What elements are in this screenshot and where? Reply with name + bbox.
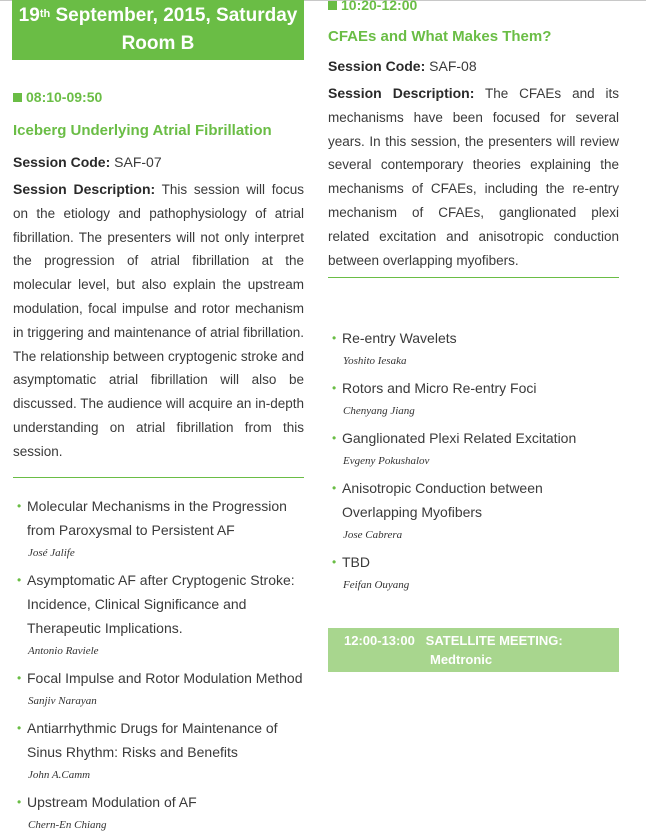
list-item xyxy=(13,494,304,564)
dot-bullet-icon: • xyxy=(17,572,22,587)
session-code-label: Session Code: xyxy=(13,154,111,170)
session-saf-08 xyxy=(328,0,619,600)
talk-speaker: Sanjiv Narayan xyxy=(28,694,97,707)
section-divider xyxy=(328,277,619,278)
talk-title: Molecular Mechanisms in the Progression from Paroxysmal to Persistent AF xyxy=(27,497,287,538)
talk-title: Antiarrhythmic Drugs for Maintenance of Sinus Rhythm: Risks and Benefits xyxy=(27,719,278,760)
dot-bullet-icon: • xyxy=(17,670,22,685)
room-heading: Room B xyxy=(121,33,195,54)
satellite-time: 12:00-13:00 xyxy=(344,633,415,648)
talk-list xyxy=(328,326,619,596)
talk-list xyxy=(13,494,304,836)
dot-bullet-icon: • xyxy=(17,720,22,735)
session-time xyxy=(13,86,304,108)
dot-bullet-icon: • xyxy=(332,381,337,396)
section-divider xyxy=(13,477,304,478)
square-bullet-icon xyxy=(328,1,337,10)
satellite-label: SATELLITE MEETING: xyxy=(425,633,563,648)
talk-speaker: Evgeny Pokushalov xyxy=(343,455,430,468)
list-item xyxy=(328,476,619,546)
session-code xyxy=(13,154,304,176)
list-item xyxy=(328,326,619,372)
dot-bullet-icon: • xyxy=(332,331,337,346)
list-item xyxy=(13,790,304,836)
talk-speaker: Yoshito Iesaka xyxy=(343,355,407,368)
dot-bullet-icon: • xyxy=(17,498,22,513)
session-title: Iceberg Underlying Atrial Fibrillation xyxy=(13,122,272,139)
satellite-sponsor: Medtronic xyxy=(430,652,493,667)
session-time-text: 10:20-12:00 xyxy=(341,0,418,13)
session-time-text: 08:10-09:50 xyxy=(26,89,103,105)
session-code xyxy=(328,58,619,80)
talk-speaker: Chenyang Jiang xyxy=(343,405,415,418)
session-code-value: SAF-07 xyxy=(114,154,162,170)
date-text: September, 2015, Saturday xyxy=(50,5,298,26)
talk-title: Re-entry Wavelets xyxy=(342,330,457,347)
day-number: 19 xyxy=(18,5,40,26)
dot-bullet-icon: • xyxy=(17,794,22,809)
session-code-label: Session Code: xyxy=(328,58,426,74)
talk-speaker: José Jalife xyxy=(28,546,75,559)
talk-title: Asymptomatic AF after Cryptogenic Stroke: Incidence, Clinical Significance and Therapeutic Implications. xyxy=(27,571,295,636)
talk-speaker: John A.Camm xyxy=(28,768,91,781)
session-description-label: Session Description: xyxy=(328,85,475,101)
talk-title: Ganglionated Plexi Related Excitation xyxy=(342,430,577,447)
list-item xyxy=(328,376,619,422)
list-item xyxy=(328,426,619,472)
talk-title: TBD xyxy=(342,554,370,571)
talk-speaker: Chern-En Chiang xyxy=(28,818,107,831)
talk-speaker: Antonio Raviele xyxy=(28,644,99,657)
date-room-banner xyxy=(12,0,304,60)
date-heading xyxy=(12,0,304,30)
dot-bullet-icon: • xyxy=(332,481,337,496)
list-item xyxy=(13,716,304,786)
talk-title: Rotors and Micro Re-entry Foci xyxy=(342,380,537,397)
session-description-text: This session will focus on the etiology and pathophysiology of atrial fibrillation. The presenters will not only interpret the progression of atrial fibrillation at the molecular level, but also explain the upstream modulation, focal impulse and rotor mechanism in triggering and maintenance of atrial fibrillation. The relationship between cryptogenic stroke and asymptomatic atrial fibrillation will also be discussed. The audience will acquire an in-depth understanding on atrial fibrillation from this session. xyxy=(13,182,305,459)
dot-bullet-icon: • xyxy=(332,431,337,446)
session-code-value: SAF-08 xyxy=(429,58,477,74)
talk-speaker: Feifan Ouyang xyxy=(343,579,410,592)
square-bullet-icon xyxy=(13,93,22,102)
day-suffix: th xyxy=(39,8,51,20)
session-title: CFAEs and What Makes Them? xyxy=(328,28,552,45)
list-item xyxy=(13,568,304,662)
session-description xyxy=(328,82,619,272)
dot-bullet-icon: • xyxy=(332,555,337,570)
session-saf-07 xyxy=(13,86,304,840)
session-description-text: The CFAEs and its mechanisms have been focused for several years. In this session, the presenters will review several contemporary theories explaining the mechanisms of CFAEs, including the re-entry mechanism of CFAEs, ganglionated plexi related excitation and anisotropic conduction between overlapping myofibers. xyxy=(328,86,619,268)
satellite-meeting-heading xyxy=(344,633,563,648)
list-item xyxy=(328,550,619,596)
list-item xyxy=(13,666,304,712)
session-description-label: Session Description: xyxy=(13,181,156,197)
talk-title: Focal Impulse and Rotor Modulation Method xyxy=(27,669,303,686)
talk-title: Anisotropic Conduction between Overlapping Myofibers xyxy=(342,480,543,521)
session-time xyxy=(328,0,619,13)
talk-title: Upstream Modulation of AF xyxy=(27,793,197,810)
satellite-meeting-box xyxy=(328,628,619,672)
session-description xyxy=(13,178,304,464)
talk-speaker: Jose Cabrera xyxy=(343,529,403,542)
